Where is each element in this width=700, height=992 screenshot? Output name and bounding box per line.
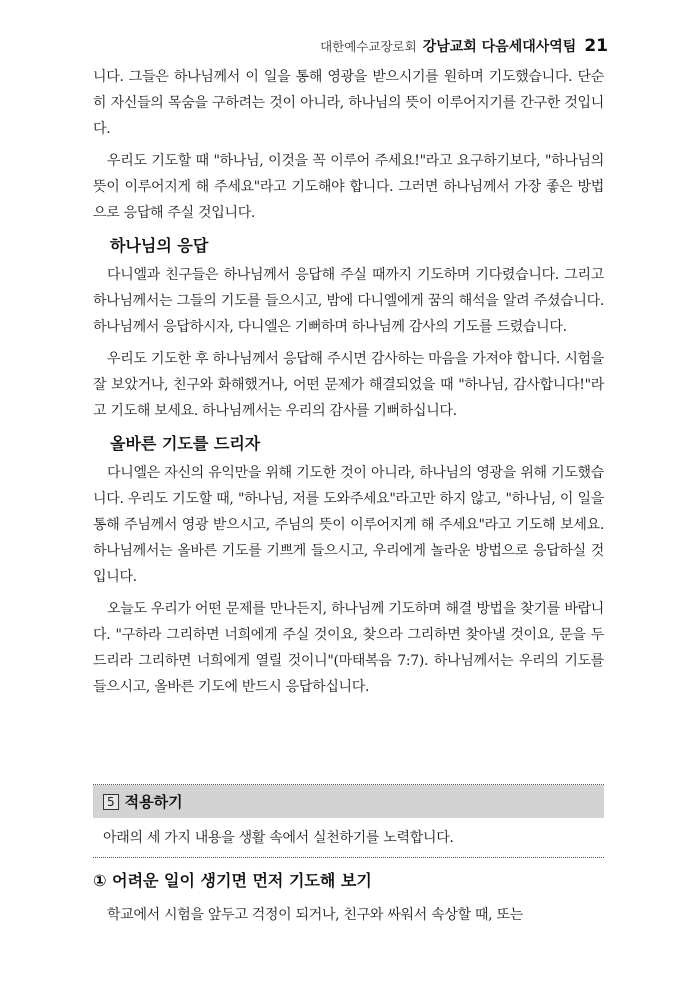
section-heading-answer: 하나님의 응답 xyxy=(110,236,209,255)
apply-instruction: 아래의 세 가지 내용을 생활 속에서 실천하기를 노력합니다. xyxy=(93,818,604,858)
page-number: 21 xyxy=(584,36,608,56)
right-prayer-paragraph-2: 오늘도 우리가 어떤 문제를 만나든지, 하나님께 기도하며 해결 방법을 찾기를 바랍니다. "구하라 그리하면 너희에게 주실 것이요, 찾으라 그리하면 찾아낼 것이요, 문을 두드리라 그리하면 너희에게 열릴 것이니"(마태복음 7:7). 하나님께서는 우리의 기도를 들으시고, 올바른 기도에 반드시 응답하십니다. xyxy=(93,601,604,695)
intro-paragraph-2: 우리도 기도할 때 "하나님, 이것을 꼭 이루어 주세요!"라고 요구하기보다, "하나님의 뜻이 이루어지게 해 주세요"라고 기도해야 합니다. 그러면 하나님께서 가장 좋은 방법으로 응답해 주실 것입니다. xyxy=(93,153,604,221)
header-org: 대한예수교장로회 xyxy=(320,39,417,54)
answer-paragraph-2: 우리도 기도한 후 하나님께서 응답해 주시면 감사하는 마음을 가져야 합니다. 시험을 잘 보았거나, 친구와 화해했거나, 어떤 문제가 해결되었을 때 "하나님, 감사합니다!"라고 기도해 보세요. 하나님께서는 우리의 감사를 기뻐하십니다. xyxy=(93,351,604,419)
answer-paragraph-1: 다니엘과 친구들은 하나님께서 응답해 주실 때까지 기도하며 기다렸습니다. 그리고 하나님께서는 그들의 기도를 들으시고, 밤에 다니엘에게 꿈의 해석을 알려 주셨습니다. 하나님께서 응답하시자, 다니엘은 기뻐하며 하나님께 감사의 기도를 드렸습니다. xyxy=(93,267,604,335)
apply-header-bar xyxy=(93,785,604,818)
apply-label: 적용하기 xyxy=(124,793,183,811)
page-header xyxy=(320,36,608,56)
apply-number-box: 5 xyxy=(103,794,119,810)
item-1-heading: ① 어려운 일이 생기면 먼저 기도해 보기 xyxy=(93,871,372,890)
header-title: 강남교회 다음세대사역팀 xyxy=(422,39,577,55)
right-prayer-paragraph-1: 다니엘은 자신의 유익만을 위해 기도한 것이 아니라, 하나님의 영광을 위해 기도했습니다. 우리도 기도할 때, "하나님, 저를 도와주세요"라고만 하지 않고, "하나님, 이 일을 통해 주님께서 영광 받으시고, 주님의 뜻이 이루어지게 해 주세요"라고 기도해 보세요. 하나님께서는 올바른 기도를 기쁘게 들으시고, 우리에게 놀라운 방법으로 응답하실 것입니다. xyxy=(93,465,604,585)
item-1-body xyxy=(93,902,604,928)
item-1-paragraph: 학교에서 시험을 앞두고 걱정이 되거나, 친구와 싸워서 속상할 때, 또는 xyxy=(107,907,523,923)
intro-paragraph-1: 니다. 그들은 하나님께서 이 일을 통해 영광을 받으시기를 원하며 기도했습니다. 단순히 자신들의 목숨을 구하려는 것이 아니라, 하나님의 뜻이 이루어지기를 간구한 것입니다. xyxy=(93,69,604,137)
section-heading-right-prayer: 올바른 기도를 드리자 xyxy=(110,434,261,453)
apply-section xyxy=(93,784,604,858)
main-content xyxy=(93,64,604,700)
